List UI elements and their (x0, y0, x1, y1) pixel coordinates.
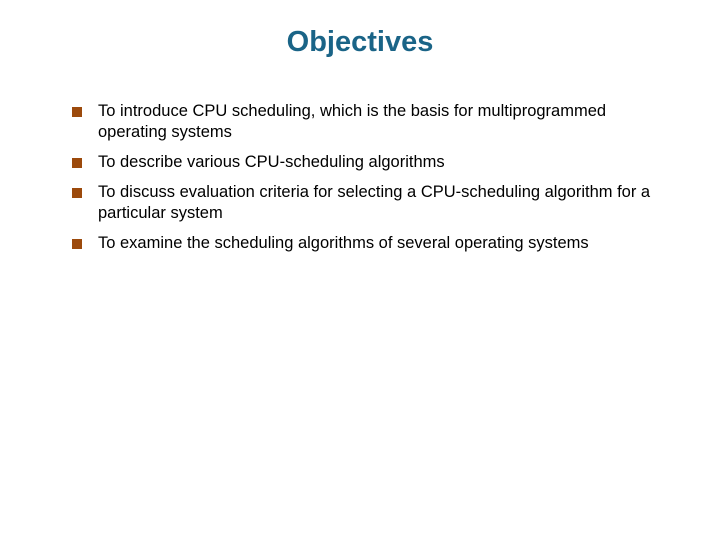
bullet-line: To describe various CPU-scheduling algorithms (98, 153, 445, 171)
objectives-list (72, 101, 712, 263)
square-bullet-icon (72, 107, 82, 117)
square-bullet-icon (72, 188, 82, 198)
square-bullet-icon (72, 158, 82, 168)
bullet-line: To introduce CPU scheduling, which is the basis for multiprogrammed (98, 102, 607, 120)
bullet-line: particular system (98, 204, 223, 222)
bullet-line: To discuss evaluation criteria for selecting a CPU-scheduling algorithm for a (98, 183, 651, 201)
list-item (72, 152, 712, 173)
square-bullet-icon (72, 239, 82, 249)
bullet-line: operating systems (98, 123, 232, 141)
list-item (72, 101, 712, 143)
bullet-line: To examine the scheduling algorithms of several operating systems (98, 234, 589, 252)
list-item (72, 182, 712, 224)
list-item (72, 233, 712, 254)
slide-title: Objectives (286, 26, 434, 58)
